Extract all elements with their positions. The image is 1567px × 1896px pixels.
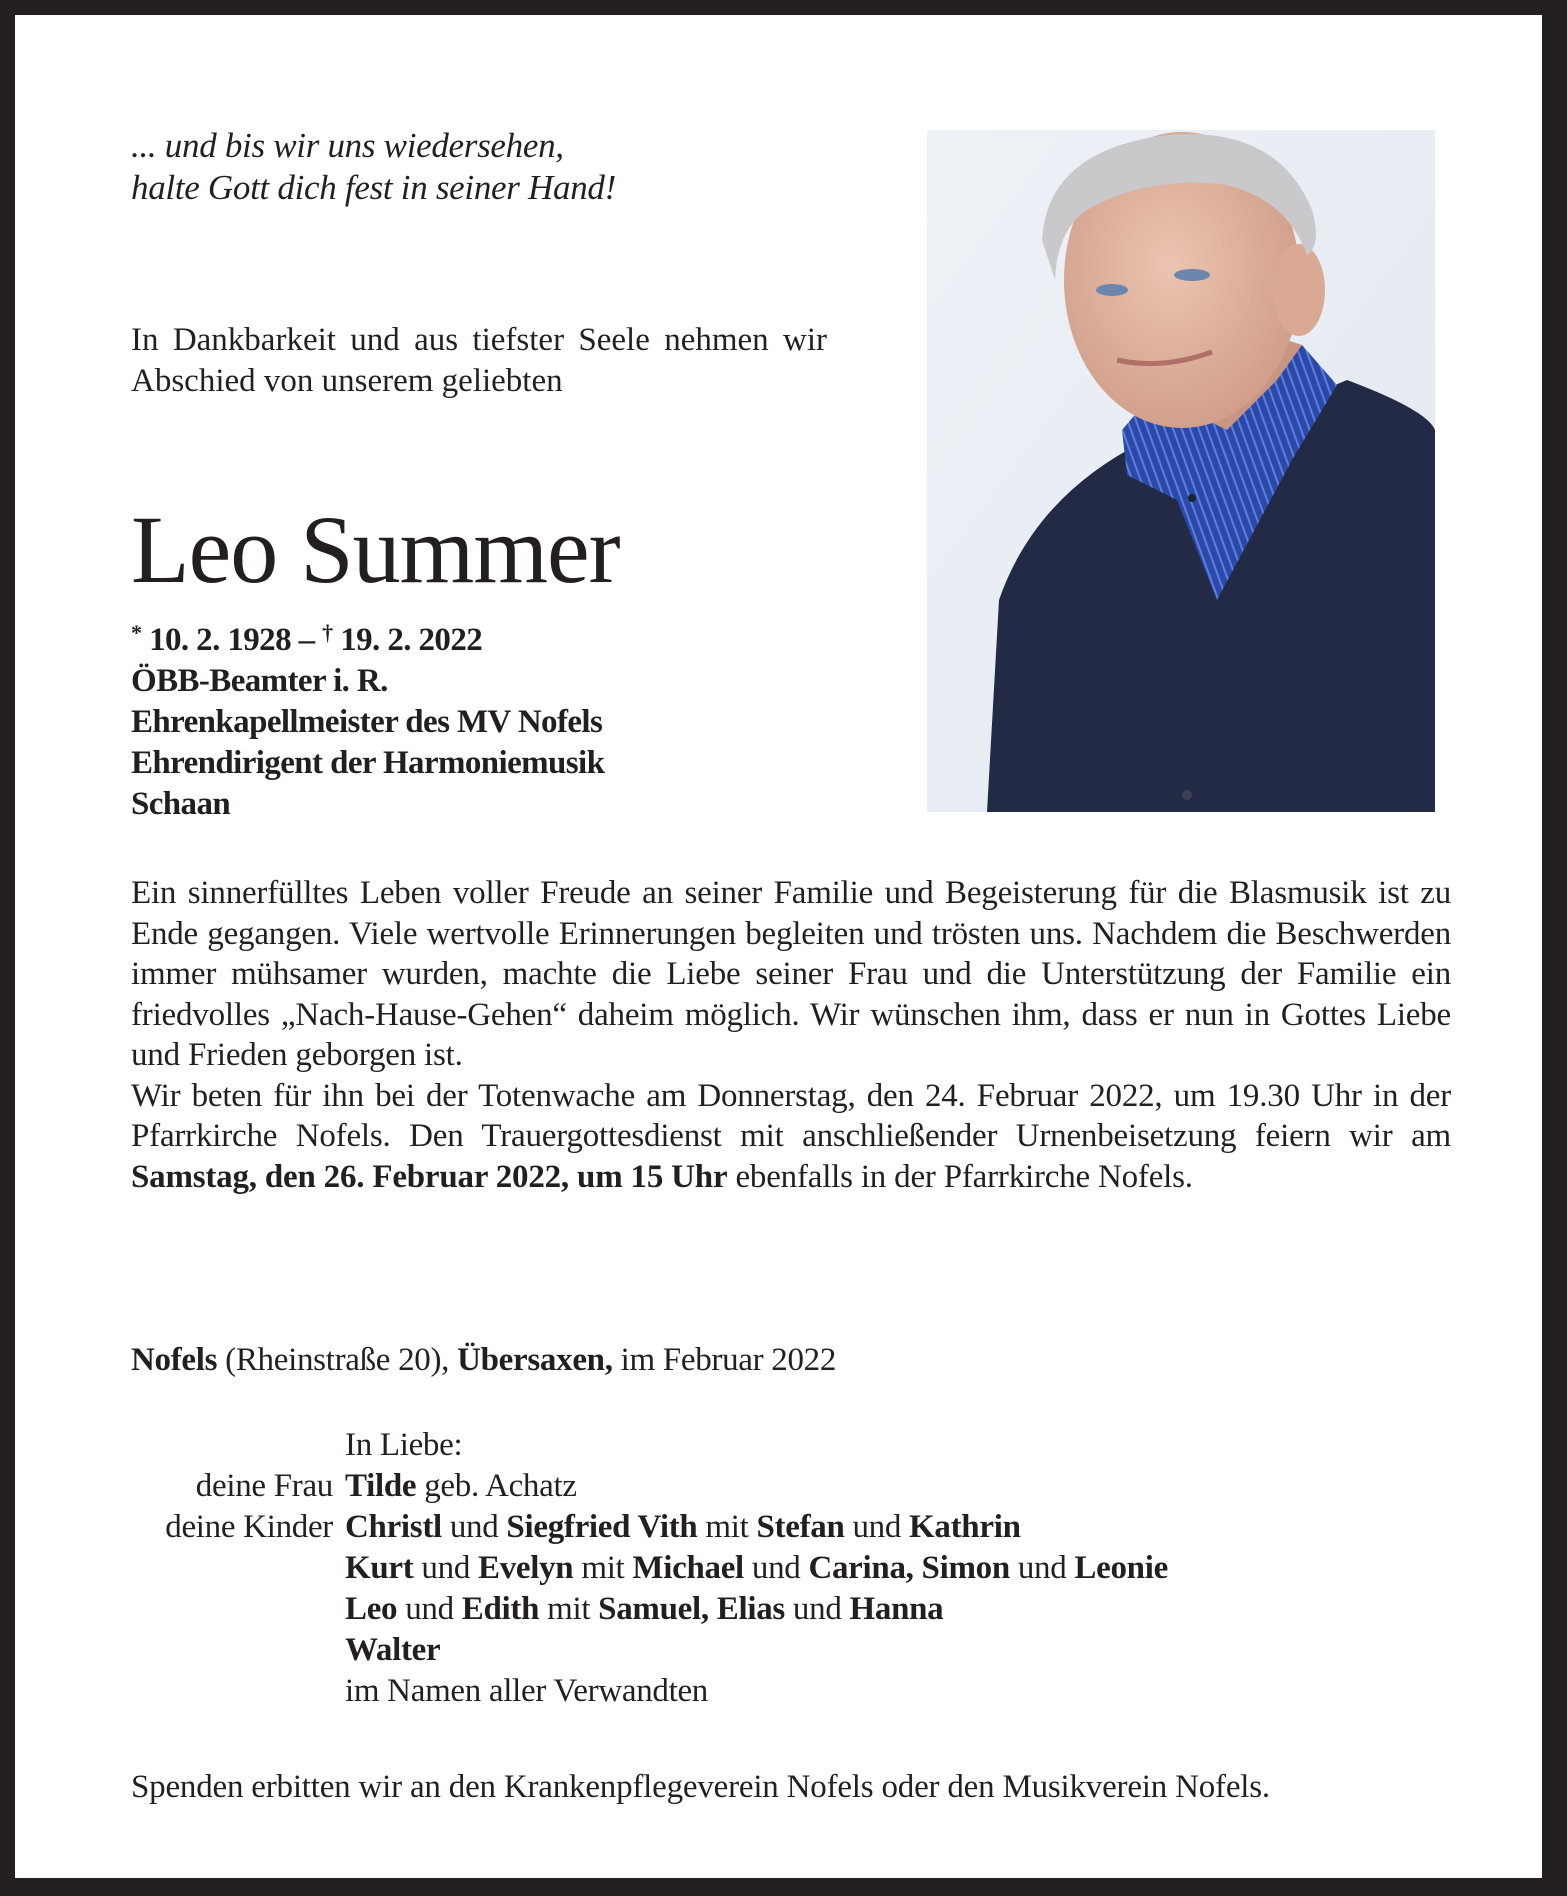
- child-name: Walter: [345, 1632, 441, 1668]
- grandchild-name: Carina, Simon: [808, 1550, 1010, 1586]
- connector-text: mit: [573, 1550, 633, 1586]
- cardigan-button: [1182, 790, 1192, 800]
- donations-note: Spenden erbitten wir an den Krankenpflegeverein Nofels oder den Musikverein Nofels.: [131, 1769, 1270, 1805]
- quote-line-1: ... und bis wir uns wiedersehen,: [131, 126, 564, 165]
- connector-text: und: [441, 1509, 507, 1545]
- body-paragraph-2: [131, 1076, 1451, 1198]
- connector-text: mit: [539, 1591, 599, 1627]
- child-name: Christl: [345, 1509, 442, 1545]
- connector-text: und: [844, 1509, 910, 1545]
- connector-text: und: [1009, 1550, 1075, 1586]
- children-label: deine Kinder: [165, 1509, 333, 1545]
- family-row: [105, 1589, 1168, 1630]
- body-paragraph-1: Ein sinnerfülltes Leben voller Freude an seiner Familie und Begeisterung für die Blasmusik ist zu Ende gegangen. Viele wertvolle Erinnerungen begleiten und trösten uns. Nachdem die Beschwerden immer mühsamer wurden, machte die Liebe seiner Frau und die Unterstützung der Familie ein friedvolles „Nach-Hause-Gehen“ daheim möglich. Wir wünschen ihm, dass er nun in Gottes Liebe und Frieden geborgen ist.: [131, 875, 1451, 1073]
- connector-text: und: [397, 1591, 462, 1627]
- eye-left: [1096, 284, 1128, 296]
- obituary-body: [131, 873, 1451, 1197]
- intro-text: In Dankbarkeit und aus tiefster Seele nehmen wir Abschied von unserem geliebten: [131, 322, 827, 399]
- signers-heading: In Liebe:: [345, 1427, 463, 1463]
- obituary-page: [15, 15, 1542, 1878]
- funeral-date-time: Samstag, den 26. Februar 2022, um 15 Uhr: [131, 1158, 728, 1195]
- signers-heading-row: [105, 1425, 1168, 1466]
- quote-line-2: halte Gott dich fest in seiner Hand!: [131, 168, 616, 207]
- wife-label: deine Frau: [195, 1468, 333, 1504]
- birth-date: 10. 2. 1928: [149, 622, 291, 658]
- title-line: Ehrendirigent der Harmoniemusik: [131, 745, 605, 781]
- signers-closing: im Namen aller Verwandten: [345, 1673, 709, 1709]
- place-date-line: [131, 1340, 836, 1380]
- wife-maiden-name: geb. Achatz: [416, 1468, 577, 1504]
- grandchild-name: Hanna: [849, 1591, 944, 1627]
- family-row: [105, 1507, 1168, 1548]
- connector-text: mit: [697, 1509, 757, 1545]
- partner-name: Siegfried Vith: [506, 1509, 698, 1545]
- deceased-name: Leo Summer: [131, 496, 620, 603]
- ear: [1273, 244, 1325, 336]
- shirt-button: [1188, 494, 1196, 502]
- connector-text: und: [743, 1550, 809, 1586]
- wife-row: [105, 1466, 1168, 1507]
- connector-text: und: [784, 1591, 850, 1627]
- title-line: ÖBB-Beamter i. R.: [131, 663, 388, 699]
- address: (Rheinstraße 20),: [217, 1342, 458, 1378]
- date-separator: –: [290, 622, 323, 658]
- connector-text: und: [413, 1550, 478, 1586]
- wife-name: Tilde: [345, 1468, 417, 1504]
- partner-name: Evelyn: [477, 1550, 574, 1586]
- grandchild-name: Michael: [632, 1550, 744, 1586]
- title-line: Schaan: [131, 786, 231, 822]
- eye-right: [1174, 269, 1210, 281]
- portrait-illustration: [927, 130, 1435, 812]
- birth-symbol: *: [131, 620, 142, 645]
- grandchild-name: Stefan: [756, 1509, 845, 1545]
- child-name: Leo: [345, 1591, 398, 1627]
- children-rows: [105, 1507, 1168, 1671]
- date-line: im Februar 2022: [612, 1342, 837, 1378]
- memorial-quote: [131, 125, 616, 209]
- family-row: [105, 1630, 1168, 1671]
- death-symbol: †: [322, 620, 333, 645]
- town-2: Übersaxen,: [457, 1342, 613, 1378]
- town-1: Nofels: [131, 1342, 218, 1378]
- portrait-photo: [927, 130, 1435, 812]
- service-info: Wir beten für ihn bei der Totenwache am Donnerstag, den 24. Februar 2022, um 19.30 Uhr in der Pfarrkirche Nofels. Den Trauergottesdienst mit anschließender Urnenbeisetzung feiern wir am: [131, 1077, 1451, 1154]
- grandchild-name: Kathrin: [909, 1509, 1021, 1545]
- family-row: [105, 1548, 1168, 1589]
- grandchild-name: Leonie: [1074, 1550, 1168, 1586]
- title-line: Ehrenkapellmeister des MV Nofels: [131, 704, 603, 740]
- partner-name: Edith: [461, 1591, 540, 1627]
- life-dates: [131, 620, 604, 661]
- service-location: ebenfalls in der Pfarrkirche Nofels.: [727, 1158, 1193, 1195]
- deceased-details: [131, 620, 604, 825]
- mourners-list: [105, 1425, 1168, 1712]
- death-date: 19. 2. 2022: [340, 622, 483, 658]
- grandchild-name: Samuel, Elias: [598, 1591, 785, 1627]
- closing-row: [105, 1671, 1168, 1712]
- child-name: Kurt: [345, 1550, 414, 1586]
